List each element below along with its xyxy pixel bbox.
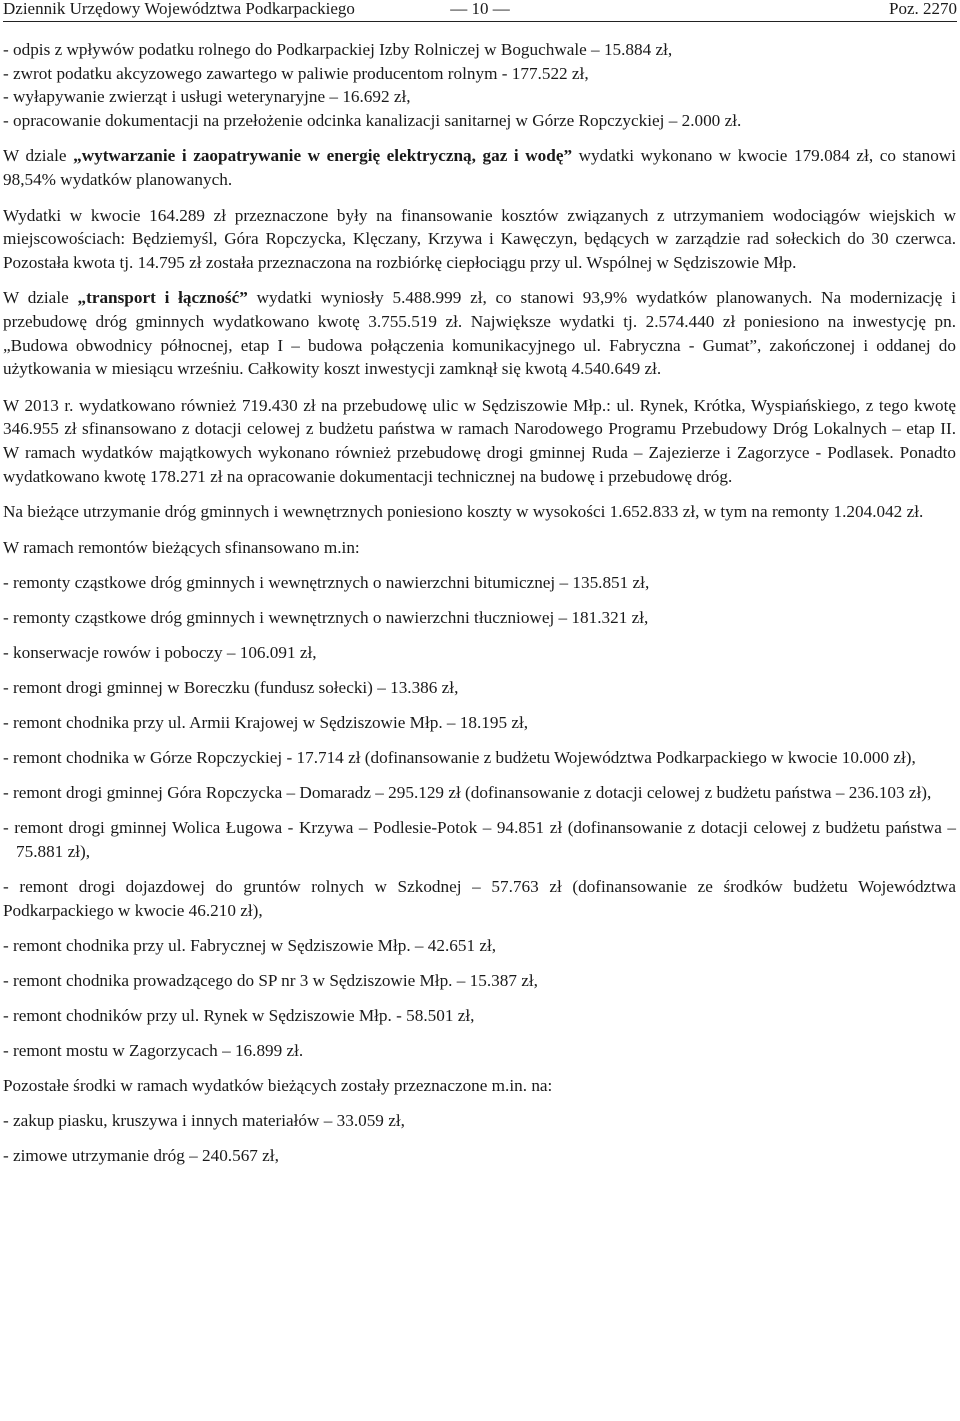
list-item: - remont drogi gminnej w Boreczku (fundusz sołecki) – 13.386 zł, xyxy=(3,678,459,698)
list-item: - remonty cząstkowe dróg gminnych i wewnętrznych o nawierzchni bitumicznej – 135.851 zł, xyxy=(3,572,650,592)
paragraph: Wydatki w kwocie 164.289 zł przeznaczone były na finansowanie kosztów związanych z utrzymaniem wodociągów wiejskich w miejscowościach: Będziemyśl, Góra Ropczycka, Klęczany, Krzywa i Kawęczyn, będących w zarządzie rad sołeckich do 30 czerwca. Pozostała kwota tj. 14.795 zł została przeznaczona na rozbiórkę ciepłociągu przy ul. Wspólnej w Sędziszowie Młp. xyxy=(3,205,956,272)
paragraph: Pozostałe środki w ramach wydatków bieżących zostały przeznaczone m.in. na: xyxy=(3,1076,553,1096)
list-item: - remont chodnika przy ul. Armii Krajowej w Sędziszowie Młp. – 18.195 zł, xyxy=(3,713,529,733)
list-item: - remont chodnika prowadzącego do SP nr 3 w Sędziszowie Młp. – 15.387 zł, xyxy=(3,970,538,990)
position-number: Poz. 2270 xyxy=(889,0,957,18)
text: W dziale xyxy=(3,288,78,308)
document-body xyxy=(3,38,956,1179)
paragraph: - odpis z wpływów podatku rolnego do Podkarpackiej Izby Rolniczej w Boguchwale – 15.884 zł, xyxy=(3,40,673,59)
list-item: - remonty cząstkowe dróg gminnych i wewnętrznych o nawierzchni tłuczniowej – 181.321 zł, xyxy=(3,607,649,627)
list-item: - remont chodników przy ul. Rynek w Sędziszowie Młp. - 58.501 zł, xyxy=(3,1006,475,1025)
paragraph: W 2013 r. wydatkowano również 719.430 zł na przebudowę ulic w Sędziszowie Młp.: ul. Rynek, Krótka, Wyspiańskiego, z tego kwotę 346.955 zł sfinansowano z dotacji celowej z budżetu państwa w ramach Narodowego Programu Przebudowy Dróg Lokalnych – etap II. W ramach wydatków majątkowych wykonano również przebudowę drogi gminnej Ruda – Zajezierze i Zagorzyce - Podlasek. Ponadto wydatkowano kwotę 178.271 zł na opracowanie dokumentacji technicznej na budowę i przebudowę dróg. xyxy=(3,395,956,486)
other-expenses-list xyxy=(3,1109,956,1168)
paragraph: - opracowanie dokumentacji na przełożenie odcinka kanalizacji sanitarnej w Górze Ropczyckiej – 2.000 zł. xyxy=(3,110,742,130)
list-item: - remont mostu w Zagorzycach – 16.899 zł. xyxy=(3,1041,304,1061)
list-item: - remont drogi gminnej Góra Ropczycka – Domaradz – 295.129 zł (dofinansowanie z dotacji celowej z budżetu państwa – 236.103 zł), xyxy=(3,783,932,803)
page-number: — 10 — xyxy=(450,0,510,18)
list-item: - konserwacje rowów i poboczy – 106.091 zł, xyxy=(3,642,317,662)
paragraph: Na bieżące utrzymanie dróg gminnych i wewnętrznych poniesiono koszty w wysokości 1.652.833 zł, w tym na remonty 1.204.042 zł. xyxy=(3,502,924,522)
list-item: - zimowe utrzymanie dróg – 240.567 zł, xyxy=(3,1146,279,1166)
paragraph: - zwrot podatku akcyzowego zawartego w paliwie producentom rolnym - 177.522 zł, xyxy=(3,63,589,83)
text: W dziale xyxy=(3,146,74,166)
journal-title: Dziennik Urzędowy Województwa Podkarpackiego xyxy=(3,0,355,18)
section-name: „wytwarzanie i zaopatrywanie w energię elektryczną, gaz i wodę” xyxy=(73,146,573,166)
paragraph: - wyłapywanie zwierząt i usługi weterynaryjne – 16.692 zł, xyxy=(3,87,411,107)
list-item: - remont chodnika w Górze Ropczyckiej - 17.714 zł (dofinansowanie z budżetu Województwa Podkarpackiego w kwocie 10.000 zł), xyxy=(3,748,916,768)
repairs-list xyxy=(3,571,956,1063)
list-item: - remont drogi gminnej Wolica Ługowa - Krzywa – Podlesie-Potok – 94.851 zł (dofinansowanie z dotacji celowej z budżetu państwa – 75.881 zł), xyxy=(3,818,956,862)
page-header xyxy=(3,0,957,22)
text: wydatki wyniosły 5.488.999 zł, co stanowi 93,9% wydatków planowanych. Na modernizację i przebudowę dróg gminnych wydatkowano kwotę 3.755.519 zł. Największe wydatki tj. 2.574.440 zł poniesiono na inwestycję pn. „Budowa obwodnicy północnej, etap I – budowa połączenia komunikacyjnego ul. Fabryczna - Gumat”, zakończonej i oddanej do użytkowania w miesiącu wrześniu. Całkowity koszt inwestycji zamknął się kwotą 4.540.649 zł. xyxy=(3,288,956,379)
list-item: - zakup piasku, kruszywa i innych materiałów – 33.059 zł, xyxy=(3,1111,405,1131)
list-item: - remont drogi dojazdowej do gruntów rolnych w Szkodnej – 57.763 zł (dofinansowanie ze środków budżetu Województwa Podkarpackiego w kwocie 46.210 zł), xyxy=(3,877,956,920)
paragraph-energy xyxy=(3,144,956,191)
list-item: - remont chodnika przy ul. Fabrycznej w Sędziszowie Młp. – 42.651 zł, xyxy=(3,935,497,955)
text: wydatki wykonano w kwocie 179.084 zł, co stanowi 98,54% wydatków planowanych. xyxy=(3,146,956,189)
section-name: „transport i łączność” xyxy=(77,288,248,308)
paragraph-transport xyxy=(3,286,956,380)
paragraph: W ramach remontów bieżących sfinansowano m.in: xyxy=(3,537,360,557)
